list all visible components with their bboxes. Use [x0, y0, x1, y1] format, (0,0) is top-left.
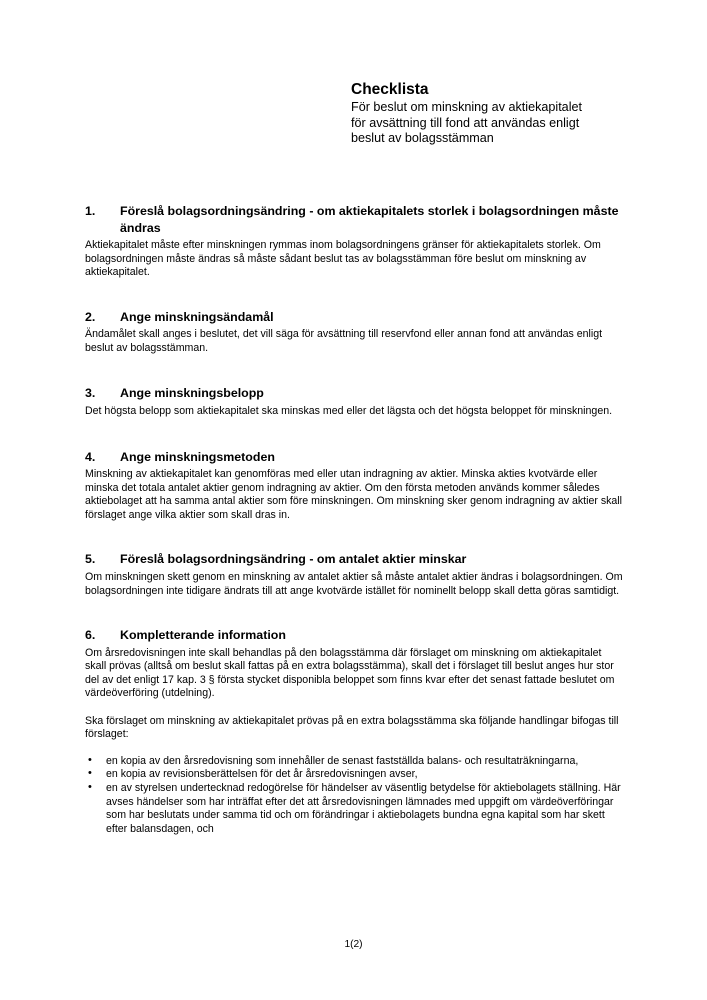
document-subtitle-line-1: För beslut om minskning av aktiekapitalet [351, 100, 582, 114]
section-1-number: 1. [85, 204, 96, 218]
section-4-heading [85, 449, 623, 466]
section-5-heading [85, 551, 623, 568]
section-1-heading [85, 203, 623, 236]
section-5-heading-text: Föreslå bolagsordningsändring - om antalet aktier minskar [120, 552, 467, 567]
section-2-body [85, 328, 623, 355]
page-number-indicator: 1(2) [344, 939, 363, 950]
section-6-paragraph-1: Om årsredovisningen inte skall behandlas på den bolagsstämma där förslaget om minskning om aktiekapitalet skall prövas (alltså om beslut skall fattas på en extra bolagsstämma), skall det i förslaget till beslut anges hur stor del av det enligt 17 kap. 3 § första stycket disponibla beloppet som finns kvar efter det senast fattade beslutet om värdeöverföring (utdelning). [85, 646, 615, 700]
document-subtitle-line-2: för avsättning till fond att användas enligt [351, 115, 580, 130]
document-subtitle-line-3: beslut av bolagsstämman [351, 131, 494, 145]
section-3-number: 3. [85, 386, 96, 401]
section-2-heading-text: Ange minskningsändamål [120, 309, 274, 324]
section-6-bullet-list [85, 755, 623, 837]
section-5-number: 5. [85, 552, 96, 567]
section-gap-4 [85, 522, 623, 551]
document-body [85, 203, 623, 836]
list-item: • en kopia av den årsredovisning som innehåller de senast fastställda balans- och resultaträkningarna, [88, 755, 623, 769]
section-5-paragraph: Om minskningen skett genom en minskning av antalet aktier så måste antalet aktier ändras i bolagsordningen. Om bolagsordningen inte tidigare ändrats till att ange kvotvärde istället för nominellt belopp skall detta göras samtidigt. [85, 570, 623, 597]
section-1-heading-text: Föreslå bolagsordningsändring - om aktiekapitalets storlek i bolagsordningen måste ändras [120, 204, 619, 235]
section-4-paragraph: Minskning av aktiekapitalet kan genomföras med eller utan indragning av aktier. Minska akties kvotvärde eller minska det totala antalet aktier genom indragning av aktier. Om den första metoden används kommer således aktiebolaget att ha samma antal aktier som före minskningen. Om minskning sker genom indragning av aktier skall förslaget ange vilka aktier som skall dras in. [85, 468, 623, 521]
section-gap-5 [85, 598, 623, 627]
section-1-paragraph: Aktiekapitalet måste efter minskningen rymmas inom bolagsordningens gränser för aktiekapitalets storlek. Om bolagsordningen måste ändras så måste sådant beslut tas av bolagsstämman före beslut om minskning av aktiekapitalet. [85, 239, 601, 279]
section-6-paragraph-2: Ska förslaget om minskning av aktiekapitalet prövas på en extra bolagsstämma ska följande handlingar bifogas till förslaget: [85, 714, 619, 741]
section-4-heading-text: Ange minskningsmetoden [120, 449, 275, 464]
section-2-paragraph: Ändamålet skall anges i beslutet, det vill säga för avsättning till reservfond eller annan fond att användas enligt beslut av bolagsstämman. [85, 328, 603, 354]
document-header [351, 80, 641, 147]
section-6 [85, 627, 623, 836]
section-3 [85, 385, 623, 418]
section-6-heading-text: Kompletterande information [120, 628, 286, 643]
list-item: • en av styrelsen undertecknad redogörelse för händelser av väsentlig betydelse för aktiebolagets ställning. Här avses händelser som har inträffat efter det att årsredovisningen lämnades med uppgift om värdeöverföringar som har beslutats under samma tid och om förändringar i aktiebolagets bundna egna kapital som har skett efter balansdagen, och [88, 782, 623, 836]
section-gap-2 [85, 355, 623, 385]
section-3-paragraph: Det högsta belopp som aktiekapitalet ska minskas med eller det lägsta och det högsta beloppet för minskningen. [85, 404, 613, 417]
section-6-heading [85, 627, 623, 644]
section-3-heading-text: Ange minskningsbelopp [120, 386, 264, 401]
section-1-body [85, 239, 623, 280]
document-subtitle [351, 100, 641, 147]
section-2 [85, 309, 623, 356]
section-2-number: 2. [85, 309, 96, 324]
page-footer [0, 938, 707, 951]
section-3-body [85, 405, 623, 419]
section-gap-1 [85, 280, 623, 309]
section-3-heading [85, 385, 623, 402]
section-1 [85, 203, 623, 280]
section-2-heading [85, 309, 623, 326]
section-4 [85, 449, 623, 523]
section-4-body [85, 468, 623, 522]
section-gap-3 [85, 419, 623, 449]
section-6-body [85, 647, 623, 742]
section-5 [85, 551, 623, 598]
list-item: • en kopia av revisionsberättelsen för det år årsredovisningen avser, [88, 768, 623, 782]
document-title: Checklista [351, 81, 429, 98]
section-5-body [85, 571, 623, 598]
section-6-number: 6. [85, 628, 96, 643]
section-4-number: 4. [85, 449, 96, 464]
